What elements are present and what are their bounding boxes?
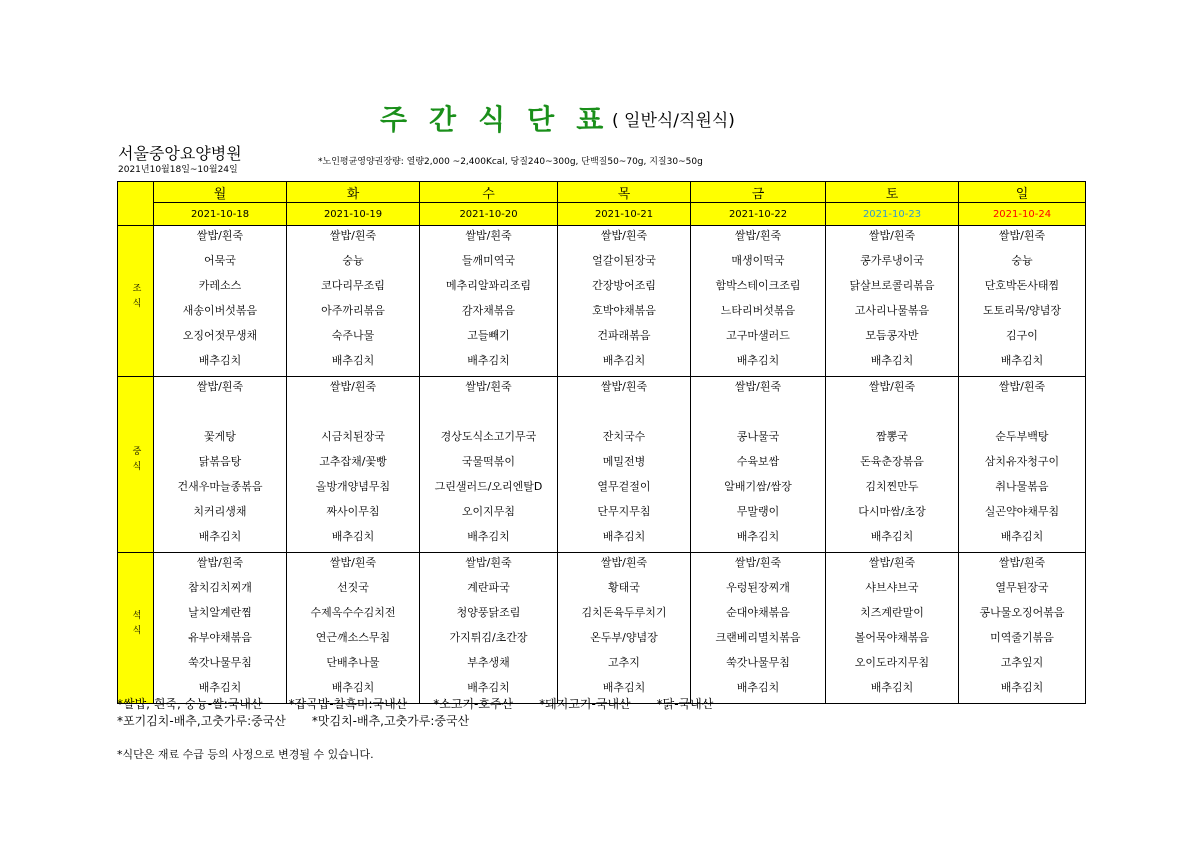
menu-item: 쌀밥/흰죽: [196, 229, 244, 242]
menu-item: 실곤약야채무침: [984, 505, 1060, 518]
menu-item: 함박스테이크조림: [715, 279, 801, 292]
meal-row: [118, 553, 1086, 704]
date-header-row: [118, 203, 1086, 226]
meal-label: 석식: [118, 553, 154, 704]
menu-item: 가지튀김/초간장: [449, 631, 528, 644]
date-header: 2021-10-18: [154, 203, 287, 226]
menu-item: 치즈계란말이: [860, 606, 924, 619]
menu-item: 짜사이무침: [326, 505, 380, 518]
menu-item: 쌀밥/흰죽: [998, 229, 1046, 242]
menu-item: 쌀밥/흰죽: [734, 556, 782, 569]
menu-item: 오이지무침: [461, 505, 516, 518]
menu-item: 코다리무조림: [321, 279, 385, 292]
menu-item: 쌀밥/흰죽: [868, 380, 916, 393]
menu-item: 쌀밥/흰죽: [600, 380, 648, 393]
menu-cell: [287, 226, 420, 377]
menu-item: 고추잎지: [1000, 656, 1044, 669]
date-header: 2021-10-24: [959, 203, 1086, 226]
menu-cell: [154, 553, 287, 704]
menu-item: 열무겉절이: [597, 480, 651, 493]
menu-item: 열무된장국: [995, 581, 1049, 594]
day-header: 화: [287, 182, 420, 203]
menu-item: 배추김치: [331, 530, 375, 543]
date-header: 2021-10-23: [826, 203, 959, 226]
menu-item: 참치김치찌개: [188, 581, 252, 594]
menu-item: 배추김치: [870, 354, 914, 367]
menu-item: 순대야채볶음: [726, 606, 790, 619]
menu-item: 치커리생채: [193, 505, 247, 518]
menu-item: 그린샐러드/오리엔탈D: [434, 480, 543, 493]
menu-item: 배추김치: [1000, 530, 1044, 543]
menu-item: 날치알계란찜: [188, 606, 252, 619]
menu-item: 쌀밥/흰죽: [329, 556, 377, 569]
menu-item: 김구이: [1006, 329, 1038, 342]
menu-item: 배추김치: [467, 354, 510, 367]
menu-item: 국물떡볶이: [461, 455, 516, 468]
menu-cell: [959, 226, 1086, 377]
menu-item: 김치돈육두루치기: [581, 606, 667, 619]
menu-item: 쌀밥/흰죽: [734, 380, 782, 393]
origin-note: *쌀밥, 흰죽, 숭늉-쌀:국내산: [117, 697, 263, 711]
menu-item: 아주까리볶음: [321, 304, 385, 317]
meal-label: 조식: [118, 226, 154, 377]
menu-item: 콩가루냉이국: [860, 254, 924, 267]
menu-cell: [826, 226, 959, 377]
menu-item: 쑥갓나물무침: [188, 656, 252, 669]
menu-item: 수육보쌈: [736, 455, 780, 468]
menu-item: 무말랭이: [736, 505, 780, 518]
menu-cell: [959, 377, 1086, 553]
menu-item: [420, 402, 557, 427]
menu-item: 취나물볶음: [995, 480, 1049, 493]
meal-row: [118, 377, 1086, 553]
menu-item: 쌀밥/흰죽: [196, 380, 244, 393]
menu-item: 잔치국수: [602, 430, 646, 443]
menu-item: 고구마샐러드: [726, 329, 790, 342]
menu-item: [287, 402, 419, 427]
menu-cell: [959, 553, 1086, 704]
corner-cell: [118, 182, 154, 226]
menu-item: 배추김치: [331, 354, 375, 367]
menu-item: 배추김치: [736, 354, 780, 367]
menu-item: [154, 402, 286, 427]
menu-cell: [558, 553, 691, 704]
menu-item: 배추김치: [602, 530, 646, 543]
day-header: 월: [154, 182, 287, 203]
origin-note: *닭-국내산: [656, 697, 714, 711]
menu-item: 쌀밥/흰죽: [465, 380, 512, 393]
menu-item: 오이도라지무침: [854, 656, 930, 669]
menu-item: 감자채볶음: [461, 304, 516, 317]
menu-item: 계란파국: [467, 581, 510, 594]
date-header: 2021-10-20: [420, 203, 558, 226]
menu-item: 경상도식소고기무국: [440, 430, 537, 443]
day-header: 일: [959, 182, 1086, 203]
menu-item: 단무지무침: [597, 505, 651, 518]
menu-item: 쌀밥/흰죽: [329, 229, 377, 242]
menu-item: 미역줄기볶음: [990, 631, 1054, 644]
menu-item: 느타리버섯볶음: [720, 304, 796, 317]
menu-item: 쌀밥/흰죽: [868, 556, 916, 569]
menu-item: 메밀전병: [602, 455, 646, 468]
menu-item: 새송이버섯볶음: [182, 304, 258, 317]
menu-item: 카레소스: [198, 279, 242, 292]
menu-item: 짬뽕국: [876, 430, 908, 443]
menu-item: 유부야채볶음: [188, 631, 252, 644]
day-header: 수: [420, 182, 558, 203]
menu-item: 꽃게탕: [204, 430, 236, 443]
menu-cell: [420, 553, 558, 704]
change-note: *식단은 재료 수급 등의 사정으로 변경될 수 있습니다.: [117, 748, 374, 761]
origin-row-2: [117, 713, 739, 730]
menu-item: 배추김치: [467, 530, 510, 543]
menu-item: 올방개양념무침: [315, 480, 391, 493]
menu-item: 매생이떡국: [731, 254, 785, 267]
hospital-name: 서울중앙요양병원: [118, 144, 242, 163]
menu-cell: [826, 553, 959, 704]
menu-item: 고추지: [608, 656, 640, 669]
menu-item: 쌀밥/흰죽: [329, 380, 377, 393]
menu-item: 배추김치: [1000, 354, 1044, 367]
menu-item: 단배추나물: [326, 656, 380, 669]
menu-item: 김치찐만두: [865, 480, 919, 493]
origin-note: *돼지고기-국내산: [539, 697, 631, 711]
menu-item: 얼갈이된장국: [592, 254, 656, 267]
menu-item: 도토리묵/양념장: [982, 304, 1062, 317]
menu-item: 배추김치: [602, 681, 646, 694]
menu-item: 순두부백탕: [995, 430, 1049, 443]
menu-item: 쌀밥/흰죽: [465, 229, 512, 242]
menu-item: 닭살브로콜리볶음: [849, 279, 935, 292]
menu-item: 배추김치: [870, 681, 914, 694]
menu-item: 배추김치: [198, 354, 242, 367]
menu-item: 배추김치: [198, 681, 242, 694]
menu-item: 숭늉: [1011, 254, 1033, 267]
menu-item: 배추김치: [602, 354, 646, 367]
menu-item: 연근깨소스무침: [315, 631, 391, 644]
origin-note: *맛김치-배추,고춧가루:중국산: [311, 714, 470, 728]
menu-cell: [154, 377, 287, 553]
page-title: 주간식단표: [380, 103, 626, 136]
menu-cell: [420, 377, 558, 553]
day-header: 목: [558, 182, 691, 203]
menu-item: 닭볶음탕: [198, 455, 242, 468]
menu-item: 쌀밥/흰죽: [998, 556, 1046, 569]
menu-item: 고사리나물볶음: [854, 304, 930, 317]
menu-item: 쌀밥/흰죽: [196, 556, 244, 569]
date-header: 2021-10-22: [691, 203, 826, 226]
menu-item: [959, 402, 1085, 427]
menu-cell: [691, 377, 826, 553]
menu-item: 콩나물국: [736, 430, 780, 443]
menu-item: 쌀밥/흰죽: [600, 556, 648, 569]
day-header: 토: [826, 182, 959, 203]
menu-item: 건새우마늘종볶음: [177, 480, 263, 493]
day-header-row: [118, 182, 1086, 203]
menu-cell: [154, 226, 287, 377]
menu-item: 배추김치: [736, 681, 780, 694]
date-header: 2021-10-19: [287, 203, 420, 226]
menu-item: 샤브샤브국: [865, 581, 919, 594]
origin-notes: [117, 696, 739, 730]
menu-item: 알배기쌈/쌈장: [724, 480, 792, 493]
date-header: 2021-10-21: [558, 203, 691, 226]
menu-item: 숭늉: [342, 254, 364, 267]
menu-item: 청양풍닭조림: [456, 606, 521, 619]
menu-cell: [826, 377, 959, 553]
menu-item: 고들빼기: [467, 329, 510, 342]
menu-item: 간장방어조림: [592, 279, 656, 292]
menu-item: 시금치된장국: [321, 430, 385, 443]
menu-cell: [558, 377, 691, 553]
menu-item: 쌀밥/흰죽: [465, 556, 512, 569]
origin-note: *포기김치-배추,고춧가루:중국산: [117, 714, 286, 728]
menu-item: 배추김치: [1000, 681, 1044, 694]
menu-cell: [420, 226, 558, 377]
nutrition-note: *노인평균영양권장량: 열량2,000 ~2,400Kcal, 당질240~300g, 단백질50~70g, 지질30~50g: [318, 157, 703, 167]
origin-row-1: [117, 696, 739, 713]
menu-item: 쑥갓나물무침: [726, 656, 790, 669]
origin-note: *소고기-호주산: [433, 697, 514, 711]
menu-cell: [287, 377, 420, 553]
origin-note: *잡곡밥-찰흑미:국내산: [288, 697, 408, 711]
menu-item: 오징어젓무생채: [182, 329, 258, 342]
page-subtitle: ( 일반식/직원식): [612, 111, 735, 131]
menu-item: 배추김치: [198, 530, 242, 543]
menu-item: 선짓국: [337, 581, 369, 594]
menu-item: 모듬콩자반: [865, 329, 919, 342]
menu-item: 고추잡채/꽃빵: [319, 455, 387, 468]
menu-item: [826, 402, 958, 427]
menu-period: 2021년10월18일~10월24일: [118, 165, 238, 175]
menu-item: 쌀밥/흰죽: [868, 229, 916, 242]
menu-item: 배추김치: [331, 681, 375, 694]
meal-label: 중식: [118, 377, 154, 553]
menu-cell: [287, 553, 420, 704]
menu-item: 온두부/양념장: [590, 631, 658, 644]
day-header: 금: [691, 182, 826, 203]
menu-item: 메추리알꽈리조림: [445, 279, 531, 292]
menu-item: 삼치유자청구이: [984, 455, 1060, 468]
menu-item: 콩나물오징어볶음: [979, 606, 1065, 619]
menu-item: 돈육춘장볶음: [860, 455, 924, 468]
menu-item: 단호박돈사태찜: [984, 279, 1060, 292]
menu-cell: [558, 226, 691, 377]
menu-item: 어묵국: [204, 254, 236, 267]
menu-item: 우렁된장찌개: [726, 581, 790, 594]
menu-item: 쌀밥/흰죽: [600, 229, 648, 242]
menu-item: 건파래볶음: [597, 329, 651, 342]
menu-item: 호박야채볶음: [592, 304, 656, 317]
menu-item: 배추김치: [467, 681, 510, 694]
menu-item: 쌀밥/흰죽: [998, 380, 1046, 393]
menu-item: [558, 402, 690, 427]
menu-item: 수제옥수수김치전: [310, 606, 396, 619]
menu-item: 들깨미역국: [461, 254, 516, 267]
menu-cell: [691, 226, 826, 377]
meal-row: [118, 226, 1086, 377]
menu-item: 배추김치: [870, 530, 914, 543]
weekly-menu-table: [117, 181, 1086, 704]
menu-item: 볼어묵야채볶음: [854, 631, 930, 644]
menu-item: 크랜베리멸치볶음: [715, 631, 801, 644]
menu-item: 부추생채: [467, 656, 510, 669]
menu-cell: [691, 553, 826, 704]
menu-item: [691, 402, 825, 427]
menu-item: 쌀밥/흰죽: [734, 229, 782, 242]
menu-item: 다시마쌈/초장: [858, 505, 926, 518]
menu-item: 숙주나물: [331, 329, 375, 342]
menu-item: 배추김치: [736, 530, 780, 543]
menu-item: 황태국: [608, 581, 640, 594]
